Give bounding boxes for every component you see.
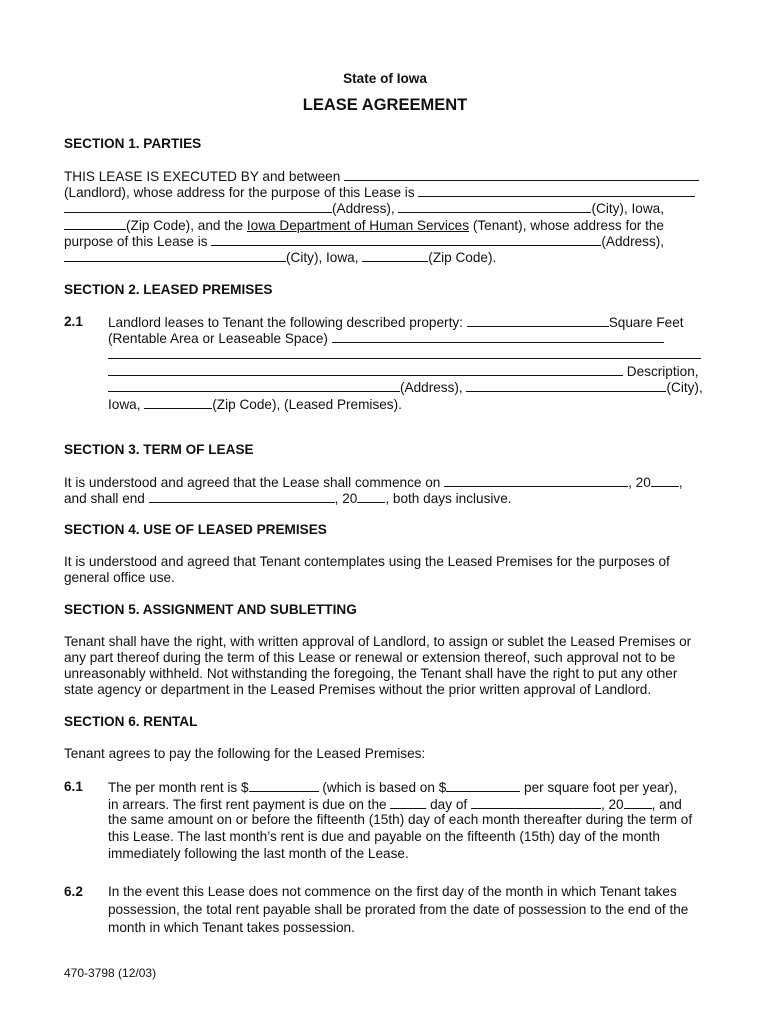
landlord-address-blank[interactable] — [418, 183, 695, 197]
landlord-zip-blank[interactable] — [64, 216, 126, 230]
due-year-blank[interactable] — [624, 795, 652, 809]
premises-address-blank[interactable] — [108, 378, 400, 392]
section-1-heading: SECTION 1. PARTIES — [64, 136, 202, 151]
tenant-department-name: Iowa Department of Human Services — [246, 218, 470, 233]
address-label: (Address), — [601, 234, 665, 249]
city-label: (City), Iowa, — [591, 201, 664, 216]
rate-per-square-foot-blank[interactable] — [446, 778, 520, 792]
section-2-line-3 — [108, 345, 701, 363]
clause-6-2-line-1: In the event this Lease does not commence on the first day of the month in which Tenant takes — [108, 884, 677, 899]
clause-6-1-line-5: immediately following the last month of the Lease. — [108, 846, 409, 861]
clause-number: 6.1 — [64, 779, 83, 794]
tenant-address-blank[interactable] — [211, 232, 601, 246]
monthly-rent-blank[interactable] — [249, 778, 319, 792]
section-5-line-4: state agency or department in the Leased Premises without the prior written approval of Landlord. — [64, 682, 652, 697]
square-feet-blank[interactable] — [467, 313, 609, 327]
section-3-line-2 — [64, 489, 512, 507]
punctuation: , — [678, 475, 683, 490]
premises-city-blank[interactable] — [466, 378, 666, 392]
due-month-blank[interactable] — [471, 795, 601, 809]
zip-label: (Zip Code). — [428, 250, 497, 265]
section-1-text: (Landlord), whose address for the purpose of this Lease is — [64, 185, 415, 200]
clause-text: day of — [430, 797, 468, 812]
landlord-street-blank[interactable] — [64, 199, 332, 213]
clause-number: 6.2 — [64, 884, 83, 899]
section-1-line-6 — [64, 248, 496, 266]
year-prefix: , 20 — [600, 797, 624, 812]
section-2-line-5 — [108, 378, 703, 396]
address-label: (Address), — [400, 380, 463, 395]
year-prefix: , 20 — [628, 475, 651, 490]
city-label: (City), Iowa, — [286, 250, 359, 265]
clause-text: in arrears. The first rent payment is due on the — [108, 797, 387, 812]
tenant-city-blank[interactable] — [64, 248, 286, 262]
description-label: Description, — [626, 364, 699, 379]
commence-date-blank[interactable] — [444, 473, 628, 487]
section-4-heading: SECTION 4. USE OF LEASED PREMISES — [64, 522, 327, 537]
section-5-heading: SECTION 5. ASSIGNMENT AND SUBLETTING — [64, 602, 357, 617]
end-date-blank[interactable] — [149, 489, 335, 503]
section-2-text: Landlord leases to Tenant the following described property: — [108, 315, 463, 330]
landlord-name-blank[interactable] — [344, 167, 699, 181]
clause-text: , and — [651, 797, 682, 812]
city-label: (City), — [666, 380, 703, 395]
address-label: (Address), — [332, 201, 395, 216]
clause-text: (which is based on $ — [322, 780, 447, 795]
form-number: 470-3798 (12/03) — [64, 966, 157, 980]
section-6-intro: Tenant agrees to pay the following for the Leased Premises: — [64, 746, 426, 761]
section-2-text: (Rentable Area or Leaseable Space) — [108, 331, 328, 346]
end-year-blank[interactable] — [357, 489, 385, 503]
square-feet-label: Square Feet — [608, 315, 684, 330]
section-4-line-2: general office use. — [64, 570, 175, 585]
section-3-heading: SECTION 3. TERM OF LEASE — [64, 442, 254, 457]
section-5-line-3: unreasonably withheld. Not withstanding the foregoing, the Tenant shall have the right to put any other — [64, 666, 678, 681]
clause-6-2-line-2: possession, the total rent payable shall be prorated from the date of possession to the end of the — [108, 902, 689, 917]
clause-6-2-line-3: month in which Tenant takes possession. — [108, 920, 355, 935]
clause-number: 2.1 — [64, 314, 83, 329]
section-3-text: , both days inclusive. — [385, 491, 512, 506]
due-day-blank[interactable] — [390, 795, 426, 809]
property-description-blank[interactable] — [108, 362, 623, 376]
section-2-heading: SECTION 2. LEASED PREMISES — [64, 282, 273, 297]
clause-6-1-line-4: this Lease. The last month’s rent is due and payable on the fifteenth (15th) day of the month — [108, 829, 660, 844]
state-heading: State of Iowa — [343, 71, 427, 86]
section-2-text: (Zip Code), (Leased Premises). — [212, 397, 402, 412]
landlord-city-blank[interactable] — [398, 199, 591, 213]
section-1-text: purpose of this Lease is — [64, 234, 208, 249]
section-5-line-2: any part thereof during the term of this Lease or renewal or extension thereof, such approval not to be — [64, 650, 676, 665]
clause-6-1-line-3: the same amount on or before the fifteenth (15th) day of each month thereafter during the term of — [108, 812, 693, 827]
section-3-text: It is understood and agreed that the Lease shall commence on — [64, 475, 441, 490]
zip-label: (Zip Code), and the — [126, 218, 244, 233]
commence-year-blank[interactable] — [651, 473, 679, 487]
section-5-line-1: Tenant shall have the right, with written approval of Landlord, to assign or sublet the Leased Premises or — [64, 634, 692, 649]
tenant-zip-blank[interactable] — [362, 248, 428, 262]
section-1-text: THIS LEASE IS EXECUTED BY and between — [64, 169, 341, 184]
clause-6-1-line-1 — [108, 778, 677, 796]
document-title: LEASE AGREEMENT — [302, 96, 468, 114]
property-description-blank[interactable] — [332, 329, 664, 343]
year-prefix: , 20 — [334, 491, 358, 506]
section-4-line-1: It is understood and agreed that Tenant contemplates using the Leased Premises for the purposes of — [64, 554, 670, 569]
section-3-text: and shall end — [64, 491, 145, 506]
clause-text: per square foot per year), — [524, 780, 678, 795]
premises-zip-blank[interactable] — [144, 395, 212, 409]
section-6-heading: SECTION 6. RENTAL — [64, 714, 198, 729]
section-1-line-3 — [64, 199, 664, 217]
property-description-blank[interactable] — [108, 345, 701, 359]
section-1-text: (Tenant), whose address for the — [472, 218, 664, 233]
section-2-line-6 — [108, 395, 402, 413]
state-label: Iowa, — [108, 397, 141, 412]
clause-text: The per month rent is $ — [108, 780, 249, 795]
